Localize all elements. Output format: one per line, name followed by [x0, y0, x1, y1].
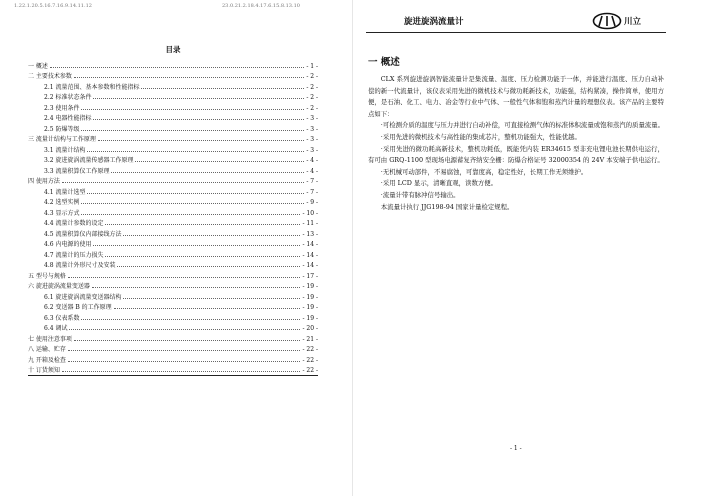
toc-entry[interactable]	[28, 143, 318, 154]
toc-entry-page: - 7 -	[306, 178, 318, 185]
intro-paragraph: CLX 系列旋进旋涡智能流量计是集流量、温度、压力检测功能于一体，并能进行温度、压力自动补偿的新一代流量计，该仪表采用先进的微机技术与微功耗新技术，功能强，结构紧凑，操作简单，使用方便，是石油、化工、电力、冶金等行业中气体、一般性气体和饱和蒸汽计量的理想仪表。该产品的主要特点如下：	[368, 75, 664, 118]
brand-name: 川立	[624, 17, 642, 27]
toc-entry-page: - 3 -	[306, 115, 318, 122]
toc-leader-dots	[93, 119, 304, 120]
toc-entry-label: 五 型号与规格	[28, 272, 66, 280]
toc-entry[interactable]	[28, 353, 318, 364]
toc-entry-page: - 10 -	[302, 209, 318, 217]
toc-leader-dots	[114, 308, 301, 309]
toc-entry-label: 4.3 显示方式	[44, 209, 80, 217]
toc-entry-label: 4.4 流量计参数的设定	[44, 220, 104, 227]
toc-entry[interactable]	[28, 217, 318, 228]
toc-entry[interactable]	[28, 290, 318, 301]
toc-entry[interactable]	[28, 185, 318, 196]
toc-entry-label: 3.1 流量计结构	[44, 146, 86, 154]
toc-entry-page: - 4 -	[306, 157, 318, 164]
feature-bullet: ·无机械可动部件，不易腐蚀，可靠度高，稳定性好，长期工作无须维护。	[380, 167, 588, 176]
toc-entry[interactable]	[28, 91, 318, 102]
toc-entry[interactable]	[28, 269, 318, 280]
toc-entry[interactable]	[28, 343, 318, 354]
toc-entry-label: 4.7 流量计的压力损失	[44, 251, 104, 259]
toc-entry[interactable]	[28, 227, 318, 238]
page-number: - 1 -	[510, 445, 522, 452]
toc-leader-dots	[98, 140, 304, 141]
toc-entry-page: - 17 -	[302, 272, 318, 280]
page-divider	[352, 0, 353, 496]
toc-entry-label: 2.5 防爆等级	[44, 125, 80, 133]
toc-entry-page: - 1 -	[306, 62, 318, 70]
toc-entry-label: 一 概述	[28, 62, 48, 70]
toc-entry-page: - 14 -	[302, 251, 318, 259]
toc-entry[interactable]	[28, 196, 318, 207]
toc-entry-label: 4.2 选型实例	[44, 199, 80, 206]
toc-entry[interactable]	[28, 280, 318, 291]
toc-leader-dots	[81, 203, 304, 204]
toc-entry[interactable]	[28, 122, 318, 133]
toc-entry-label: 4.8 流量计外形尺寸及安装	[44, 262, 116, 269]
toc-entry-page: - 19 -	[302, 314, 318, 322]
toc-entry-label: 4.5 流量积算仪内部接线方法	[44, 230, 122, 238]
toc-entry-page: - 22 -	[302, 367, 318, 374]
toc-leader-dots	[81, 214, 300, 215]
toc-entry-page: - 2 -	[306, 104, 318, 112]
toc-leader-dots	[74, 340, 301, 341]
toc-entry[interactable]	[28, 238, 318, 249]
print-code-right: 23.0.21.2.18.4.17.6.15.8.13.10	[222, 3, 300, 9]
toc-entry-label: 六 旋进旋涡流量变送器	[28, 283, 90, 290]
toc-entry[interactable]	[28, 164, 318, 175]
toc-entry[interactable]	[28, 259, 318, 270]
toc-leader-dots	[111, 172, 304, 173]
section-title: 一 概述	[368, 57, 400, 68]
toc-entry-page: - 9 -	[306, 199, 318, 206]
toc-entry[interactable]	[28, 112, 318, 123]
toc-leader-dots	[93, 98, 304, 99]
toc-entry-page: - 13 -	[302, 230, 318, 238]
toc-entry-page: - 14 -	[302, 241, 318, 248]
page-header	[366, 11, 666, 33]
toc-leader-dots	[68, 361, 301, 362]
toc-entry-page: - 3 -	[306, 125, 318, 133]
toc-leader-dots	[81, 319, 300, 320]
toc-entry-label: 十 订货须知	[28, 367, 60, 374]
toc-entry-page: - 11 -	[302, 220, 318, 227]
toc-leader-dots	[74, 77, 304, 78]
toc-entry[interactable]	[28, 301, 318, 312]
toc-entry[interactable]	[28, 101, 318, 112]
toc-leader-dots	[105, 224, 300, 225]
toc-entry[interactable]	[28, 154, 318, 165]
toc-entry-page: - 22 -	[302, 346, 318, 353]
toc-list	[28, 59, 318, 374]
toc-entry-label: 四 使用方法	[28, 178, 60, 185]
feature-list	[368, 120, 664, 201]
toc-entry-page: - 20 -	[302, 325, 318, 332]
toc-leader-dots	[62, 371, 301, 372]
print-code-left: 1.22.1.20.5.16.7.16.9.14.11.12	[14, 3, 92, 9]
toc-entry-label: 3.2 旋进旋涡流量传感器工作原理	[44, 157, 134, 164]
toc-entry-page: - 22 -	[302, 356, 318, 364]
toc-entry-page: - 21 -	[302, 335, 318, 343]
toc-leader-dots	[68, 350, 301, 351]
overview-section	[368, 54, 664, 213]
toc-entry-page: - 2 -	[306, 73, 318, 80]
toc-leader-dots	[87, 151, 304, 152]
chuanli-logo-icon	[592, 12, 622, 30]
toc-entry-label: 6.4 调试	[44, 325, 68, 332]
toc-entry-label: 2.3 使用条件	[44, 104, 80, 112]
toc-leader-dots	[81, 109, 304, 110]
toc-entry-label: 6.2 变送器 B 的工作原理	[44, 304, 112, 311]
toc-entry-page: - 14 -	[302, 262, 318, 269]
header-rule	[366, 32, 666, 33]
toc-entry-label: 6.3 仪表系数	[44, 314, 80, 322]
toc-entry-page: - 2 -	[306, 94, 318, 101]
feature-bullet: ·流量计带有脉冲信号输出。	[380, 190, 460, 199]
table-of-contents	[28, 44, 318, 376]
toc-leader-dots	[69, 329, 300, 330]
toc-leader-dots	[92, 287, 301, 288]
toc-entry-label: 2.1 流量范围、基本参数和性能指标	[44, 83, 140, 91]
toc-entry-label: 3.3 流量积算仪工作原理	[44, 167, 110, 175]
toc-leader-dots	[68, 277, 301, 278]
toc-entry[interactable]	[28, 248, 318, 259]
toc-entry-page: - 19 -	[302, 304, 318, 311]
toc-entry[interactable]	[28, 80, 318, 91]
feature-bullet: ·采用先进的微机技术与高性能的集成芯片，整机功能强大，性能优越。	[380, 132, 581, 141]
toc-entry-label: 2.2 标准状态条件	[44, 94, 92, 101]
toc-entry-page: - 7 -	[306, 188, 318, 196]
toc-leader-dots	[117, 266, 300, 267]
toc-entry[interactable]	[28, 175, 318, 186]
toc-entry-label: 2.4 电器性能指标	[44, 115, 92, 122]
toc-bottom-rule	[28, 375, 318, 376]
header-title: 旋进旋涡流量计	[404, 17, 464, 27]
toc-entry-label: 4.6 内电源的使用	[44, 241, 92, 248]
toc-leader-dots	[123, 235, 300, 236]
toc-leader-dots	[87, 193, 304, 194]
toc-entry-label: 九 开箱及检查	[28, 356, 66, 364]
toc-entry[interactable]	[28, 206, 318, 217]
standard-note: 本流量计执行 JJG198-94 国家计量检定规程。	[380, 202, 514, 211]
toc-leader-dots	[62, 182, 304, 183]
toc-entry-page: - 3 -	[306, 136, 318, 143]
toc-entry-page: - 19 -	[302, 283, 318, 290]
toc-entry-label: 八 运输、贮存	[28, 346, 66, 353]
toc-entry[interactable]	[28, 70, 318, 81]
toc-entry-label: 二 主要技术参数	[28, 73, 72, 80]
toc-entry-page: - 19 -	[302, 293, 318, 301]
feature-bullet: ·采用先进的微功耗高新技术，整机功耗低，既能凭内装 ER34615 型非充电锂电池长期供电运行，有可由 GRQ-1100 型现场电源蓄复齐纳安全栅：防爆合格证号 32000354 的 24V 本安端子供电运行。	[368, 144, 664, 165]
feature-bullet: ·可检测介质的温度与压力并进行自动补偿，可直接检测气体的标准体积流量或饱和蒸汽的质量流量。	[380, 121, 665, 130]
toc-leader-dots	[81, 130, 304, 131]
toc-entry[interactable]	[28, 332, 318, 343]
toc-leader-dots	[105, 256, 300, 257]
toc-title: 目录	[165, 45, 181, 54]
toc-entry[interactable]	[28, 322, 318, 333]
toc-entry-page: - 4 -	[306, 167, 318, 175]
toc-leader-dots	[141, 88, 304, 89]
toc-entry-page: - 2 -	[306, 83, 318, 91]
toc-entry-label: 三 流量计结构与工作原理	[28, 136, 96, 143]
toc-leader-dots	[93, 245, 300, 246]
toc-entry[interactable]	[28, 59, 318, 70]
feature-bullet: ·采用 LCD 显示，清晰直观，读数方便。	[380, 179, 498, 188]
toc-entry[interactable]	[28, 311, 318, 322]
toc-leader-dots	[135, 161, 304, 162]
toc-leader-dots	[50, 67, 304, 68]
toc-entry-label: 6.1 旋进旋涡流量变送器结构	[44, 293, 122, 301]
toc-entry[interactable]	[28, 364, 318, 375]
toc-leader-dots	[123, 298, 300, 299]
toc-entry[interactable]	[28, 133, 318, 144]
toc-entry-label: 七 使用注意事项	[28, 335, 72, 343]
toc-entry-label: 4.1 流量计选型	[44, 188, 86, 196]
toc-entry-page: - 3 -	[306, 146, 318, 154]
